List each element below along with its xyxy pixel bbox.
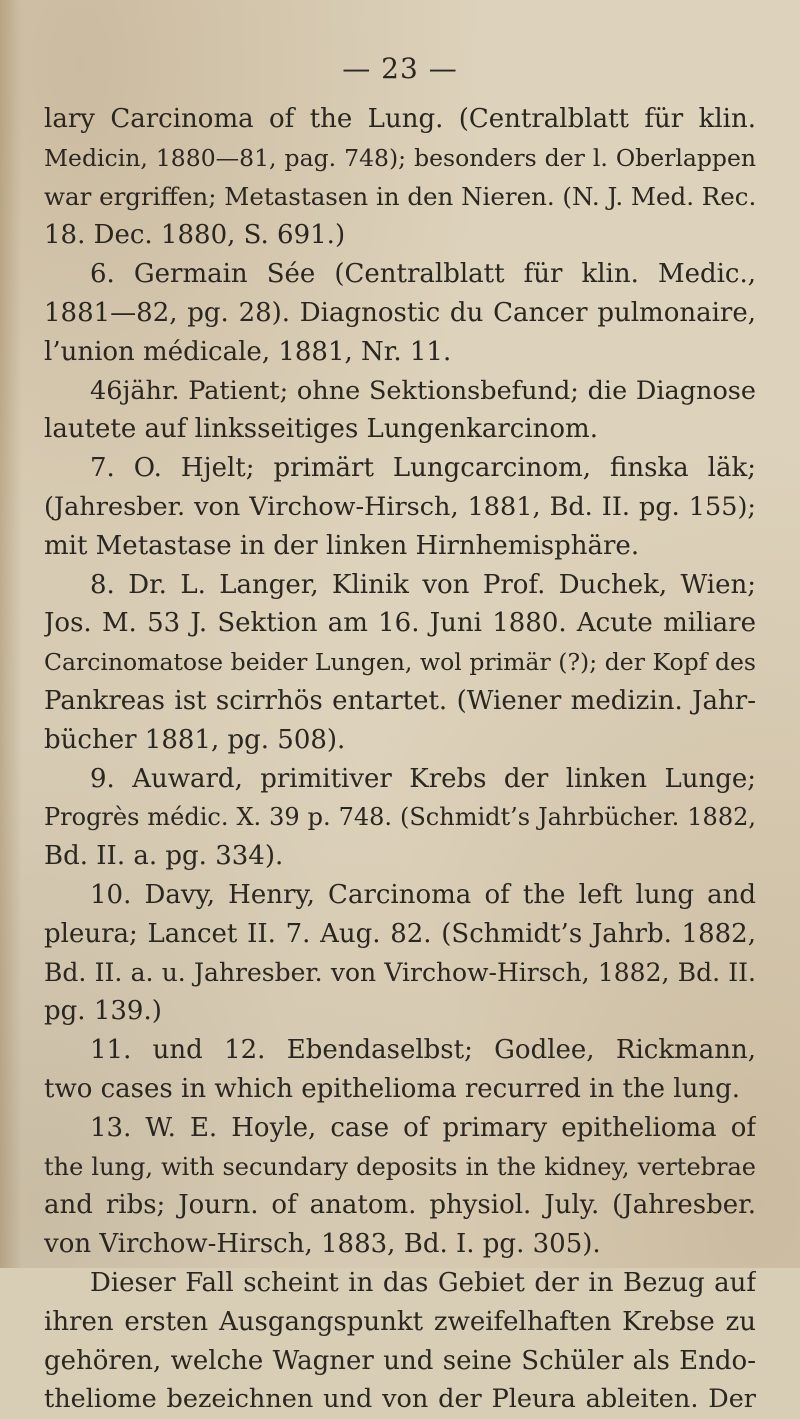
text-line: von Virchow-Hirsch, 1883, Bd. I. pg. 305). <box>44 1229 601 1260</box>
text-line: the lung, with secundary deposits in the kidney, vertebrae <box>44 1152 756 1181</box>
text-line: gehören, welche Wagner und seine Schüler als Endo- <box>44 1345 756 1376</box>
text-line: Medicin, 1880—81, pag. 748); besonders der l. Oberlappen <box>44 143 756 172</box>
text-line: theliome bezeichnen und von der Pleura ableiten. Der <box>44 1384 756 1415</box>
text-line: pg. 139.) <box>44 996 162 1027</box>
text-line: 8. Dr. L. Langer, Klinik von Prof. Duchek, Wien; <box>90 569 756 600</box>
text-line: 10. Davy, Henry, Carcinoma of the left lung and <box>90 879 756 910</box>
text-line: Pankreas ist scirrhös entartet. (Wiener medizin. Jahr- <box>44 685 756 716</box>
text-line: 9. Auward, primitiver Krebs der linken Lunge; <box>90 763 756 794</box>
text-line: 18. Dec. 1880, S. 691.) <box>44 220 346 251</box>
text-line: 6. Germain Sée (Centralblatt für klin. Medic., <box>90 259 756 290</box>
text-line: Dieser Fall scheint in das Gebiet der in Bezug auf <box>90 1267 756 1298</box>
text-line: ihren ersten Ausgangspunkt zweifelhaften Krebse zu <box>44 1306 756 1337</box>
text-line: pleura; Lancet II. 7. Aug. 82. (Schmidt’s Jahrb. 1882, <box>44 918 756 949</box>
text-line: Progrès médic. X. 39 p. 748. (Schmidt’s Jahrbücher. 1882, <box>44 803 756 832</box>
text-line: 1881—82, pg. 28). Diagnostic du Cancer pulmonaire, <box>44 297 756 328</box>
page-number: — 23 — <box>342 52 458 85</box>
text-line: two cases in which epithelioma recurred in the lung. <box>44 1073 741 1104</box>
body-text <box>44 100 756 1419</box>
text-line: Bd. II. a. u. Jahresber. von Virchow-Hirsch, 1882, Bd. II. <box>44 957 756 987</box>
text-line: Bd. II. a. pg. 334). <box>44 841 284 872</box>
text-line: 7. O. Hjelt; primärt Lungcarcinom, finska läk; <box>90 453 756 484</box>
text-line: (Jahresber. von Virchow-Hirsch, 1881, Bd. II. pg. 155); <box>44 491 756 522</box>
text-line: war ergriffen; Metastasen in den Nieren. (N. J. Med. Rec. <box>44 181 756 211</box>
text-line: and ribs; Journ. of anatom. physiol. July. (Jahresber. <box>44 1190 756 1221</box>
text-line: bücher 1881, pg. 508). <box>44 724 346 755</box>
text-line: mit Metastase in der linken Hirnhemisphäre. <box>44 530 640 561</box>
text-line: 11. und 12. Ebendaselbst; Godlee, Rickmann, <box>90 1035 756 1066</box>
text-line: lautete auf linksseitiges Lungenkarcinom. <box>44 414 598 445</box>
text-line: 13. W. E. Hoyle, case of primary epithelioma of <box>90 1112 756 1143</box>
text-line: lary Carcinoma of the Lung. (Centralblatt für klin. <box>44 104 756 134</box>
text-line: Jos. M. 53 J. Sektion am 16. Juni 1880. Acute miliare <box>44 608 756 639</box>
page-edge-shadow <box>0 0 22 1268</box>
text-line: 46jähr. Patient; ohne Sektionsbefund; die Diagnose <box>90 375 756 406</box>
text-line: Carcinomatose beider Lungen, wol primär (?); der Kopf des <box>44 648 756 677</box>
text-line: l’union médicale, 1881, Nr. 11. <box>44 336 452 367</box>
